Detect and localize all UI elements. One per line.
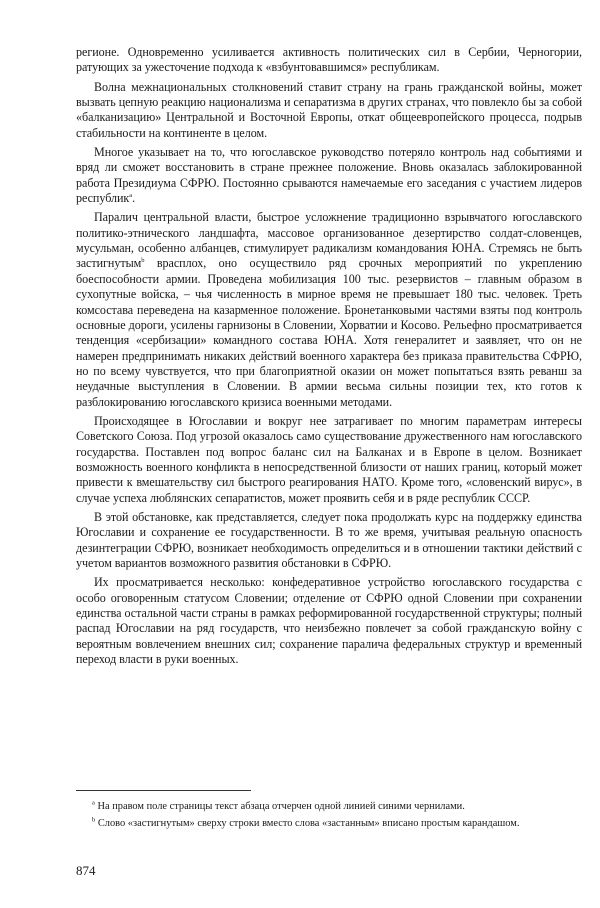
footnote-mark-b: b xyxy=(92,816,96,824)
footnote-b xyxy=(76,817,582,831)
paragraph-3-text: Многое указывает на то, что югославское руководство потеряло контроль над событиями и вряд ли сможет восстановить в стране прежнее положение. Вновь оказалась заблокированной работа Президиума СФРЮ. Постоянно срываются намечаемые его заседания с участием лидеров республик xyxy=(76,145,582,206)
footnotes xyxy=(76,800,582,834)
paragraph-2: Волна межнациональных столкновений ставит страну на грань гражданской войны, может вызвать цепную реакцию национализма и сепаратизма в других странах, что повлекло бы за собой «балканизацию» Центральной и Восточной Европы, откат общеевропейского процесса, подрыв стабильности на континенте в целом. xyxy=(76,79,582,140)
paragraph-6: В этой обстановке, как представляется, следует пока продолжать курс на поддержку единства Югославии и сохранение ее государственности. В то же время, учитывая реальную опасность дезинтеграции СФРЮ, возникает необходимость определиться и в отношении тактики действий с учетом вариантов возможного развития обстановки в СФРЮ. xyxy=(76,509,582,570)
paragraph-5: Происходящее в Югославии и вокруг нее затрагивает по многим параметрам интересы Советского Союза. Под угрозой оказалось само существование дружественного нам югославского государства. Поставлен под вопрос баланс сил на Балканах и в Европе в целом. Возникает возможность военного конфликта в непосредственной близости от наших границ, который может привести к вмешательству сил быстрого реагирования НАТО. Кроме того, «словенский вирус», в случае успеха люблянских сепаратистов, может проявить себя и в ряде республик СССР. xyxy=(76,413,582,505)
footnote-ref-b: b xyxy=(141,257,145,265)
paragraph-4-text: Паралич центральной власти, быстрое усложнение традиционно взрывчатого югославского политико-этнического ландшафта, массовое организованное дезертирство солдат-словенцев, мусульман, особенно албанцев, стимулирует радикализм командования ЮНА. Стремясь не быть застигнутым xyxy=(76,210,582,271)
document-page xyxy=(76,45,582,667)
footnote-b-text: Слово «застигнутым» сверху строки вместо слова «застанным» вписано простым карандашом. xyxy=(97,818,520,829)
paragraph-3 xyxy=(76,145,582,206)
paragraph-7: Их просматривается несколько: конфедеративное устройство югославского государства с особо оговоренным статусом Словении; отделение от СФРЮ одной Словении при сохранении единства остальной части страны в рамках реформированной государственной структуры; полный распад Югославии на ряд государств, что неизбежно повлечет за собой гражданскую войну с вероятным вовлечением внешних сил; сохранение паралича федеральных структур и временный переход власти в руки военных. xyxy=(76,575,582,667)
footnote-a xyxy=(76,800,582,814)
footnote-a-text: На правом поле страницы текст абзаца отчерчен одной линией синими чернилами. xyxy=(97,801,465,812)
page-number: 874 xyxy=(76,863,96,878)
footnote-divider xyxy=(76,790,251,791)
paragraph-1: регионе. Одновременно усиливается активность политических сил в Сербии, Черногории, ратующих за ужесточение подхода к «взбунтовавшимся» республикам. xyxy=(76,45,582,75)
footnote-mark-a: a xyxy=(92,799,95,807)
paragraph-3-end: . xyxy=(132,191,136,206)
footnote-ref-a: a xyxy=(129,192,133,200)
paragraph-4 xyxy=(76,210,582,409)
paragraph-4-rest: врасплох, оно осуществило ряд срочных мероприятий по укреплению боеспособности армии. Проведена мобилизация 100 тыс. резервистов – главным образом в сухопутные войска, – чья численность в мирное время не превышает 180 тыс. человек. Треть комсостава переведена на казарменное положение. Бронетанковыми частями взяты под контроль основные дороги, усилены гарнизоны в Словении, Хорватии и Косово. Рельефно просматривается тенденция «сербизации» командного состава ЮНА. Хотя генералитет и заявляет, что он не намерен предпринимать никаких действий военного характера без приказа правительства СФРЮ, но по всему чувствуется, что при благоприятной оказии он может попытаться взять реванш за неудачные выступления в Словении. В армии весьма сильны позиции тех, кто готов к разблокированию югославского кризиса военными методами. xyxy=(76,256,582,409)
